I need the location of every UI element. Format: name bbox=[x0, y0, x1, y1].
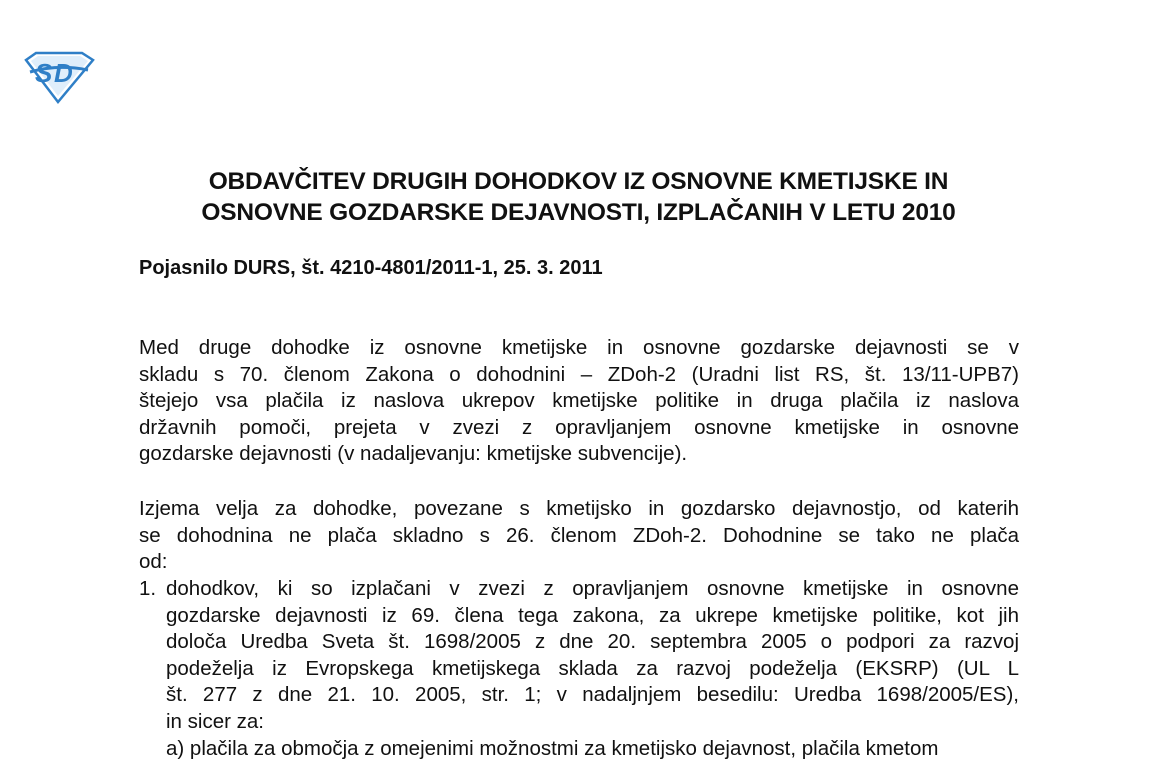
title-line-2: OSNOVNE GOZDARSKE DEJAVNOSTI, IZPLAČANIH V LETU 2010 bbox=[201, 199, 956, 226]
paragraph-line: od: bbox=[139, 550, 168, 574]
list-item-number: 1. bbox=[139, 577, 157, 600]
paragraph-line: se dohodnina ne plača skladno s 26. členom ZDoh-2. Dohodnine se tako ne plača bbox=[139, 523, 1019, 547]
list-item-line: gozdarske dejavnosti iz 69. člena tega zakona, za ukrepe kmetijske politike, kot jih bbox=[166, 603, 1019, 627]
paragraph-1 bbox=[139, 335, 1019, 468]
paragraph-line: skladu s 70. členom Zakona o dohodnini – ZDoh-2 (Uradni list RS, št. 13/11-UPB7) bbox=[139, 362, 1019, 386]
list-item-line: določa Uredba Sveta št. 1698/2005 z dne 20. septembra 2005 o podpori za razvoj bbox=[166, 630, 1019, 654]
cut-off-line bbox=[166, 736, 976, 760]
paragraph-line: Izjema velja za dohodke, povezane s kmetijsko in gozdarsko dejavnostjo, od katerih bbox=[139, 497, 1019, 520]
paragraph-line: gozdarske dejavnosti (v nadaljevanju: kmetijske subvencije). bbox=[139, 442, 688, 466]
svg-text:S: S bbox=[35, 58, 53, 88]
document-subtitle: Pojasnilo DURS, št. 4210-4801/2011-1, 25. 3. 2011 bbox=[139, 257, 603, 279]
list-item-line: podeželja iz Evropskega kmetijskega sklada za razvoj podeželja (EKSRP) (UL L bbox=[166, 656, 1019, 680]
svg-text:D: D bbox=[54, 58, 73, 88]
list-item-line: in sicer za: bbox=[166, 709, 264, 733]
list-item-line: št. 277 z dne 21. 10. 2005, str. 1; v nadaljnjem besedilu: Uredba 1698/2005/ES), bbox=[166, 683, 1019, 707]
document-title bbox=[100, 166, 1057, 228]
paragraph-line: štejejo vsa plačila iz naslova ukrepov kmetijske politike in druga plačila iz naslova bbox=[139, 389, 1019, 413]
title-line-1: OBDAVČITEV DRUGIH DOHODKOV IZ OSNOVNE KMETIJSKE IN bbox=[208, 168, 949, 195]
list-item-text bbox=[166, 576, 1019, 736]
sd-logo-icon bbox=[22, 50, 96, 104]
paragraph-2 bbox=[139, 496, 1019, 576]
cut-off-line-text: a) plačila za območja z omejenimi možnostmi za kmetijsko dejavnost, plačila kmetom bbox=[166, 737, 939, 760]
list-item-line: dohodkov, ki so izplačani v zvezi z opravljanjem osnovne kmetijske in osnovne bbox=[166, 577, 1019, 600]
paragraph-line: Med druge dohodke iz osnovne kmetijske in osnovne gozdarske dejavnosti se v bbox=[139, 336, 1019, 359]
paragraph-line: državnih pomoči, prejeta v zvezi z opravljanjem osnovne kmetijske in osnovne bbox=[139, 415, 1019, 439]
